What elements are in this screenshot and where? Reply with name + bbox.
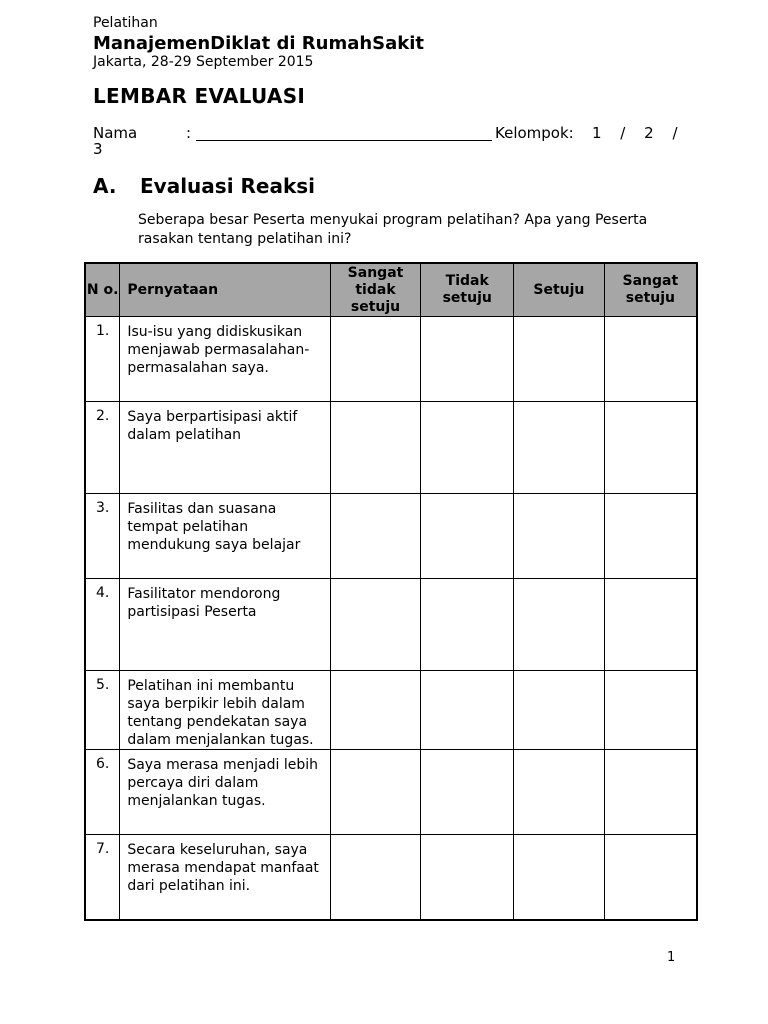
table-header-row <box>85 263 697 317</box>
answer-cell-sangat-setuju[interactable] <box>604 579 697 671</box>
section-intro: Seberapa besar Peserta menyukai program pelatihan? Apa yang Peserta rasakan tentang pelatihan ini? <box>138 212 648 247</box>
header-statement: Pernyataan <box>120 263 330 317</box>
answer-cell-tidak-setuju[interactable] <box>421 402 514 494</box>
table-row <box>85 494 697 579</box>
row-number: 4. <box>85 579 120 671</box>
answer-cell-tidak-setuju[interactable] <box>421 835 514 920</box>
table-row <box>85 579 697 671</box>
header-setuju: Setuju <box>514 263 605 317</box>
form-title: LEMBAR EVALUASI <box>93 84 306 108</box>
answer-cell-setuju[interactable] <box>514 671 605 750</box>
date-line: Jakarta, 28-29 September 2015 <box>93 54 314 70</box>
answer-cell-tidak-setuju[interactable] <box>421 579 514 671</box>
answer-cell-setuju[interactable] <box>514 317 605 402</box>
answer-cell-sangat-setuju[interactable] <box>604 402 697 494</box>
section-number: A. <box>93 174 117 198</box>
nama-label: Nama <box>93 124 138 142</box>
answer-cell-setuju[interactable] <box>514 835 605 920</box>
row-statement: Saya berpartisipasi aktif dalam pelatihan <box>120 402 330 494</box>
row-number: 3. <box>85 494 120 579</box>
row-number: 1. <box>85 317 120 402</box>
row-statement: Secara keseluruhan, saya merasa mendapat manfaat dari pelatihan ini. <box>120 835 330 920</box>
header-sangat-tidak-setuju: Sangat tidak setuju <box>330 263 421 317</box>
row-number: 5. <box>85 671 120 750</box>
kelompok-option-3[interactable]: 3 <box>93 140 103 158</box>
row-statement: Isu-isu yang didiskusikan menjawab permasalahan-permasalahan saya. <box>120 317 330 402</box>
answer-cell-sangat-tidak-setuju[interactable] <box>330 317 421 402</box>
header-no: N o. <box>85 263 120 317</box>
answer-cell-sangat-tidak-setuju[interactable] <box>330 835 421 920</box>
row-statement: Pelatihan ini membantu saya berpikir lebih dalam tentang pendekatan saya dalam menjalankan tugas. <box>120 671 330 750</box>
answer-cell-sangat-tidak-setuju[interactable] <box>330 402 421 494</box>
answer-cell-sangat-tidak-setuju[interactable] <box>330 671 421 750</box>
answer-cell-setuju[interactable] <box>514 579 605 671</box>
answer-cell-tidak-setuju[interactable] <box>421 494 514 579</box>
pre-title: Pelatihan <box>93 15 158 31</box>
table-row <box>85 835 697 920</box>
answer-cell-setuju[interactable] <box>514 750 605 835</box>
answer-cell-sangat-setuju[interactable] <box>604 835 697 920</box>
answer-cell-tidak-setuju[interactable] <box>421 671 514 750</box>
answer-cell-sangat-setuju[interactable] <box>604 317 697 402</box>
evaluation-table <box>84 262 698 921</box>
answer-cell-sangat-tidak-setuju[interactable] <box>330 750 421 835</box>
header-sangat-setuju: Sangat setuju <box>604 263 697 317</box>
kelompok-label: Kelompok: <box>495 124 574 142</box>
answer-cell-setuju[interactable] <box>514 494 605 579</box>
answer-cell-sangat-tidak-setuju[interactable] <box>330 494 421 579</box>
nama-fill-line[interactable] <box>196 140 492 141</box>
header-tidak-setuju: Tidak setuju <box>421 263 514 317</box>
page-number: 1 <box>667 950 676 965</box>
table-row <box>85 671 697 750</box>
row-statement: Fasilitator mendorong partisipasi Peserta <box>120 579 330 671</box>
table-row <box>85 402 697 494</box>
row-statement: Fasilitas dan suasana tempat pelatihan mendukung saya belajar <box>120 494 330 579</box>
answer-cell-tidak-setuju[interactable] <box>421 750 514 835</box>
answer-cell-sangat-setuju[interactable] <box>604 750 697 835</box>
answer-cell-sangat-setuju[interactable] <box>604 671 697 750</box>
table-row <box>85 317 697 402</box>
answer-cell-setuju[interactable] <box>514 402 605 494</box>
kelompok-options[interactable]: 1 / 2 / <box>592 124 678 142</box>
table-row <box>85 750 697 835</box>
answer-cell-sangat-tidak-setuju[interactable] <box>330 579 421 671</box>
answer-cell-sangat-setuju[interactable] <box>604 494 697 579</box>
row-number: 7. <box>85 835 120 920</box>
answer-cell-tidak-setuju[interactable] <box>421 317 514 402</box>
row-statement: Saya merasa menjadi lebih percaya diri dalam menjalankan tugas. <box>120 750 330 835</box>
row-number: 6. <box>85 750 120 835</box>
section-title: Evaluasi Reaksi <box>140 174 316 198</box>
nama-colon: : <box>186 124 192 142</box>
row-number: 2. <box>85 402 120 494</box>
training-title: ManajemenDiklat di RumahSakit <box>93 33 425 54</box>
